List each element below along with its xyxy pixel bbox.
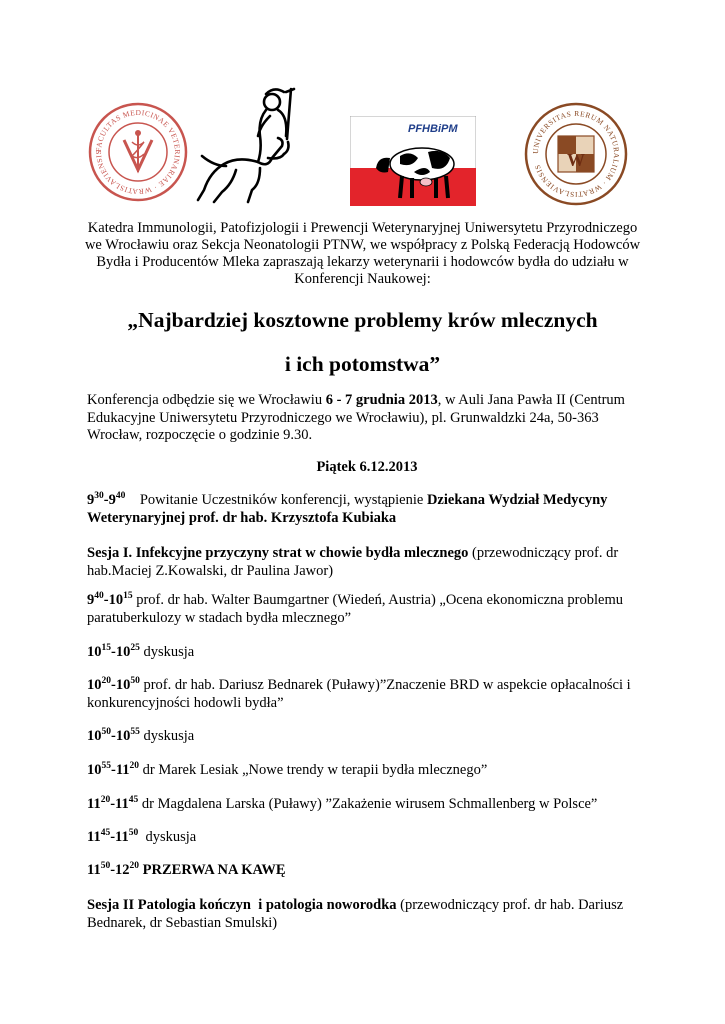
coffee-break: $11^{50}-12^{20}$ PRZERWA NA KAWĘ	[87, 861, 286, 878]
pfhbipm-logo	[350, 116, 476, 206]
faculty-seal-icon	[88, 102, 188, 202]
day-heading: Piątek 6.12.2013	[316, 459, 418, 475]
intro-paragraph: Katedra Immunologii, Patofizjologii i Prewencji Weterynaryjnej Uniwersytetu Przyrodniczego we Wrocławiu oraz Sekcja Neonatologii PTNW, we współpracy z Polską Federacją Hodowców Bydła i Producentów Mleka zapraszają lekarzy weterynarii i hodowców bydła do udziału w Konferencji Naukowej:	[84, 220, 641, 287]
program-item: $11^{45}-11^{50}$ dyskusja	[87, 828, 197, 845]
logo-row	[0, 86, 725, 211]
program-item: $10^{55}-11^{20}$ dr Marek Lesiak „Nowe trendy w terapii bydła mlecznego”	[87, 761, 488, 778]
venue-paragraph: Konferencja odbędzie się we Wrocławiu 6 - 7 grudnia 2013, w Auli Jana Pawła II (Centrum Edukacyjne Uniwersytetu Przyrodniczego we Wrocławiu), pl. Grunwaldzki 24a, 50-363 Wrocław, rozpoczęcie o godzinie 9.30.	[87, 392, 625, 443]
svg-text:UNIVERSITAS RERUM NATURALIUM ·: UNIVERSITAS RERUM NATURALIUM · WRATISLAVIENSIS	[530, 108, 622, 200]
program-item: $10^{20}-10^{50}$ prof. dr hab. Dariusz Bednarek (Puławy)”Znaczenie BRD w aspekcie opłacalności i konkurencyjności hodowli bydła”	[87, 676, 631, 711]
svg-text:PFHBiPM: PFHBiPM	[408, 123, 458, 135]
program-item: $10^{50}-10^{55}$ dyskusja	[87, 727, 195, 744]
program-item: $11^{20}-11^{45}$ dr Magdalena Larska (Puławy) ”Zakażenie wirusem Schmallenberg w Polsce”	[87, 795, 598, 812]
session-1-heading: Sesja I. Infekcyjne przyczyny strat w chowie bydła mlecznego (przewodniczący prof. dr hab.Maciej Z.Kowalski, dr Paulina Jawor)	[87, 545, 619, 579]
conference-title-line2: i ich potomstwa”	[284, 352, 441, 376]
centaur-icon	[196, 86, 308, 208]
conference-title-line1: „Najbardziej kosztowne problemy krów mlecznych	[127, 308, 598, 332]
conference-date: 6 - 7 grudnia 2013	[325, 392, 438, 408]
program-welcome: $9^{30}-9^{40}$ Powitanie Uczestników konferencji, wystąpienie Dziekana Wydział Medycyny Weterynaryjnej prof. dr hab. Krzysztofa Kubiaka	[87, 491, 608, 526]
svg-text:W: W	[567, 150, 585, 170]
session-2-heading: Sesja II Patologia kończyn i patologia noworodka (przewodniczący prof. dr hab. Dariusz Bednarek, dr Sebastian Smulski)	[87, 897, 624, 931]
program-item: $10^{15}-10^{25}$ dyskusja	[87, 643, 195, 660]
svg-text:FACULTAS MEDICINAE VETERINARIA: FACULTAS MEDICINAE VETERINARIAE · WRATISLAVIENSIS	[93, 107, 183, 197]
program-item: $9^{40}-10^{15}$ prof. dr hab. Walter Baumgartner (Wiedeń, Austria) „Ocena ekonomiczna problemu paratuberkulozy w stadach bydła mlecznego”	[87, 591, 623, 626]
university-seal-icon	[523, 102, 629, 206]
